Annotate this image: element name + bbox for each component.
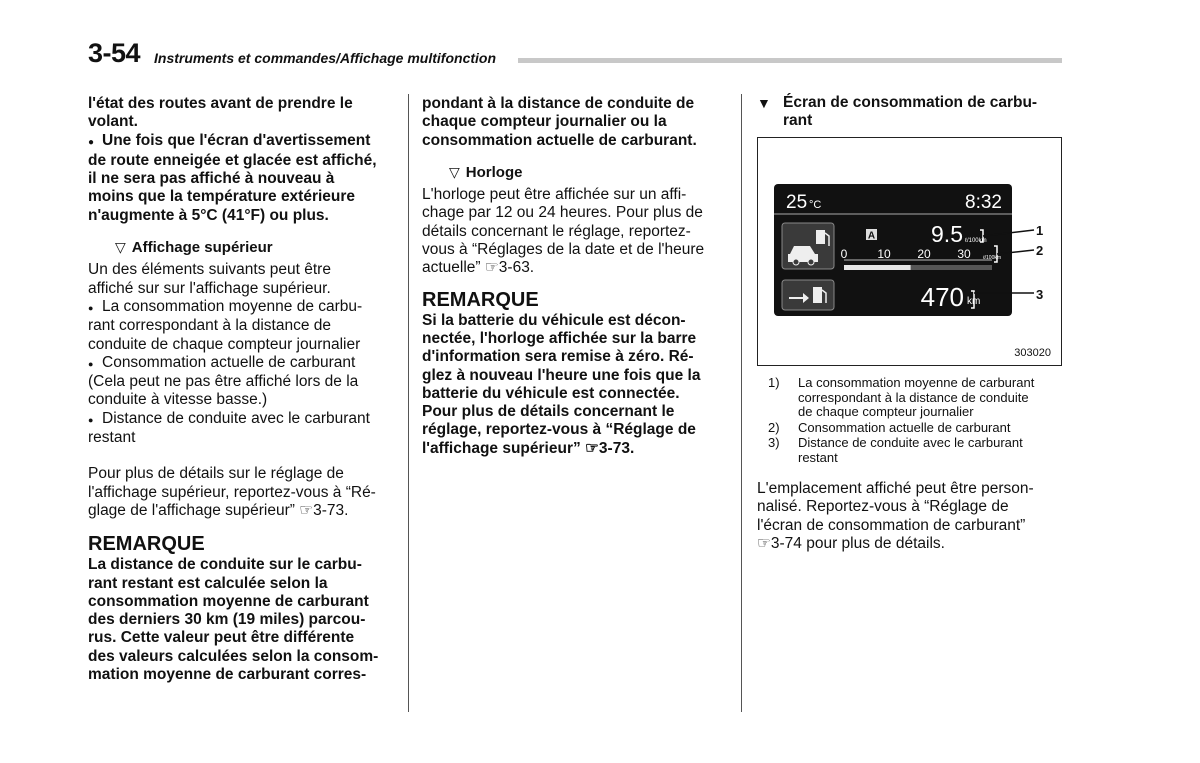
text-line: conduite de chaque compteur journalier [88, 335, 361, 353]
text-line: l'affichage supérieur” ☞3-73. [422, 439, 635, 457]
text-line: Une fois que l'écran d'avertissement [102, 131, 371, 149]
text-line: restant [88, 429, 136, 447]
text-line: Pour plus de détails sur le réglage de [88, 465, 344, 483]
warning-bullet [88, 132, 396, 225]
text-line: nectée, l'horloge affichée sur la barre [422, 329, 697, 347]
text-line: chaque compteur journalier ou la [422, 113, 667, 131]
triangle-filled-icon: ▼ [757, 95, 771, 111]
text-line: Pour plus de détails concernant le [422, 403, 675, 421]
remark-paragraph [88, 556, 396, 684]
temperature-value: 25 [786, 192, 808, 213]
column-divider [741, 94, 742, 712]
text-line: de route enneigée et glacée est affiché, [88, 151, 377, 169]
caption-text: Consommation actuelle de carburant [798, 419, 1011, 435]
text-line: rant [783, 112, 813, 130]
text-line: affiché sur sur l'affichage supérieur. [88, 279, 331, 297]
clock-time: 8:32 [965, 192, 1002, 213]
text-line: Si la batterie du véhicule est décon- [422, 311, 686, 329]
fuel-display-figure [757, 137, 1062, 366]
column-left [88, 95, 396, 684]
text-line: Écran de consommation de carbu- [783, 94, 1038, 111]
current-consumption-bar [844, 265, 911, 270]
figure-id: 303020 [1014, 347, 1051, 359]
text-line: d'information sera remise à zéro. Ré- [422, 348, 694, 366]
figure-captions [768, 376, 1064, 466]
caption-number: 2) [768, 419, 780, 435]
column-right-heading [757, 94, 1062, 131]
caption-text: La consommation moyenne de carburant correspondant à la distance de conduite de chaque compteur journalier [798, 375, 1035, 419]
remark-heading: REMARQUE [88, 533, 205, 556]
text-line: l'état des routes avant de prendre le [88, 95, 353, 112]
text-line: chage par 12 ou 24 heures. Pour plus de [422, 204, 703, 222]
caption-item [768, 421, 1064, 436]
text-line: glez à nouveau l'heure une fois que la [422, 366, 701, 384]
list-item [88, 298, 396, 354]
text-line: moins que la température extérieure [88, 188, 356, 206]
text-line: La consommation moyenne de carbu- [102, 297, 363, 315]
page-number: 3-54 [88, 38, 141, 68]
text-line: L'emplacement affiché peut être person- [757, 480, 1034, 497]
list-item [88, 410, 396, 448]
avg-badge-letter: A [867, 230, 876, 242]
text-line: réglage, reportez-vous à “Réglage de [422, 421, 696, 439]
column-right-paragraph [757, 480, 1062, 553]
text-line: vous à “Réglages de la date et de l'heure [422, 241, 705, 259]
text-line: mation moyenne de carburant corres- [88, 666, 367, 684]
subheading-horloge [449, 163, 729, 182]
text-line: Distance de conduite avec le carburant [102, 409, 370, 427]
scale-label: 10 [877, 247, 891, 261]
fuel-pump-icon [813, 287, 822, 303]
paragraph [422, 186, 729, 277]
paragraph [88, 465, 396, 520]
text-line: actuelle” ☞3-63. [422, 259, 535, 277]
text-line: nalisé. Reportez-vous à “Réglage de [757, 498, 1009, 516]
scale-label: 0 [840, 247, 848, 261]
text-line: Un des éléments suivants peut être [88, 261, 331, 279]
text-line: La distance de conduite sur le carbu- [88, 556, 362, 574]
text-line: L'horloge peut être affichée sur un affi- [422, 186, 687, 204]
text-line: il ne sera pas affiché à nouveau à [88, 170, 335, 188]
subheading-affichage [115, 238, 396, 257]
paragraph [757, 480, 1062, 553]
subheading-text: Affichage supérieur [131, 239, 273, 257]
caption-text: Distance de conduite avec le carburant restant [798, 435, 1023, 465]
header-rule [518, 58, 1062, 63]
text-line: rant correspondant à la distance de [88, 317, 331, 335]
text-line: volant. [88, 113, 138, 131]
avg-consumption-unit: ℓ/100km [965, 238, 987, 244]
subheading-text: Horloge [465, 163, 523, 181]
temperature-unit: °C [809, 199, 822, 211]
text-line: l'affichage supérieur, reportez-vous à “Ré- [88, 483, 376, 501]
bullet-icon: ● [88, 414, 94, 425]
continued-paragraph [422, 95, 729, 150]
text-line: glage de l'affichage supérieur” ☞3-73. [88, 501, 349, 519]
scale-label: 30 [957, 247, 971, 261]
text-line: détails concernant le réglage, reportez- [422, 222, 691, 240]
avg-consumption-value: 9.5 [931, 221, 963, 247]
text-line: rus. Cette valeur peut être différente [88, 629, 355, 647]
range-unit: km [967, 296, 981, 307]
intro-paragraph [88, 95, 396, 132]
callout-number: 1 [1036, 223, 1044, 238]
scale-label: 20 [917, 247, 931, 261]
bullet-icon: ● [88, 358, 94, 369]
callout-number: 3 [1036, 287, 1044, 302]
bullet-icon: ● [88, 136, 95, 148]
text-line: n'augmente à 5°C (41°F) ou plus. [88, 206, 329, 224]
fuel-pump-icon [816, 230, 825, 244]
text-line: (Cela peut ne pas être affiché lors de la [88, 373, 359, 391]
text-line: ☞3-74 pour plus de détails. [757, 534, 945, 552]
text-line: pondant à la distance de conduite de [422, 95, 695, 112]
triangle-outline-icon: ▽ [115, 239, 126, 256]
display-illustration [758, 138, 1060, 364]
text-line: consommation moyenne de carburant [88, 592, 369, 610]
list-item [88, 354, 396, 410]
triangle-outline-icon: ▽ [449, 163, 460, 180]
section-heading [757, 94, 1062, 131]
column-divider [408, 94, 409, 712]
caption-item [768, 436, 1064, 465]
caption-item [768, 376, 1064, 420]
text-line: l'écran de consommation de carburant” [757, 516, 1026, 534]
text-line: consommation actuelle de carburant. [422, 131, 697, 149]
section-title: Instruments et commandes/Affichage multifonction [154, 50, 497, 66]
paragraph [88, 261, 396, 298]
text-line: des valeurs calculées selon la consom- [88, 647, 379, 665]
range-value: 470 [920, 282, 964, 312]
remark-paragraph [422, 312, 729, 458]
callout-number: 2 [1036, 243, 1044, 258]
column-middle [422, 95, 729, 458]
bullet-icon: ● [88, 302, 94, 313]
remark-heading: REMARQUE [422, 288, 539, 311]
text-line: Consommation actuelle de carburant [102, 353, 356, 371]
text-line: des derniers 30 km (19 miles) parcou- [88, 611, 366, 629]
text-line: batterie du véhicule est connectée. [422, 384, 680, 402]
caption-number: 3) [768, 435, 780, 450]
scale-unit: ℓ/100km [983, 255, 1002, 261]
text-line: rant restant est calculée selon la [88, 574, 328, 592]
caption-number: 1) [768, 375, 780, 390]
text-line: conduite à vitesse basse.) [88, 391, 268, 409]
